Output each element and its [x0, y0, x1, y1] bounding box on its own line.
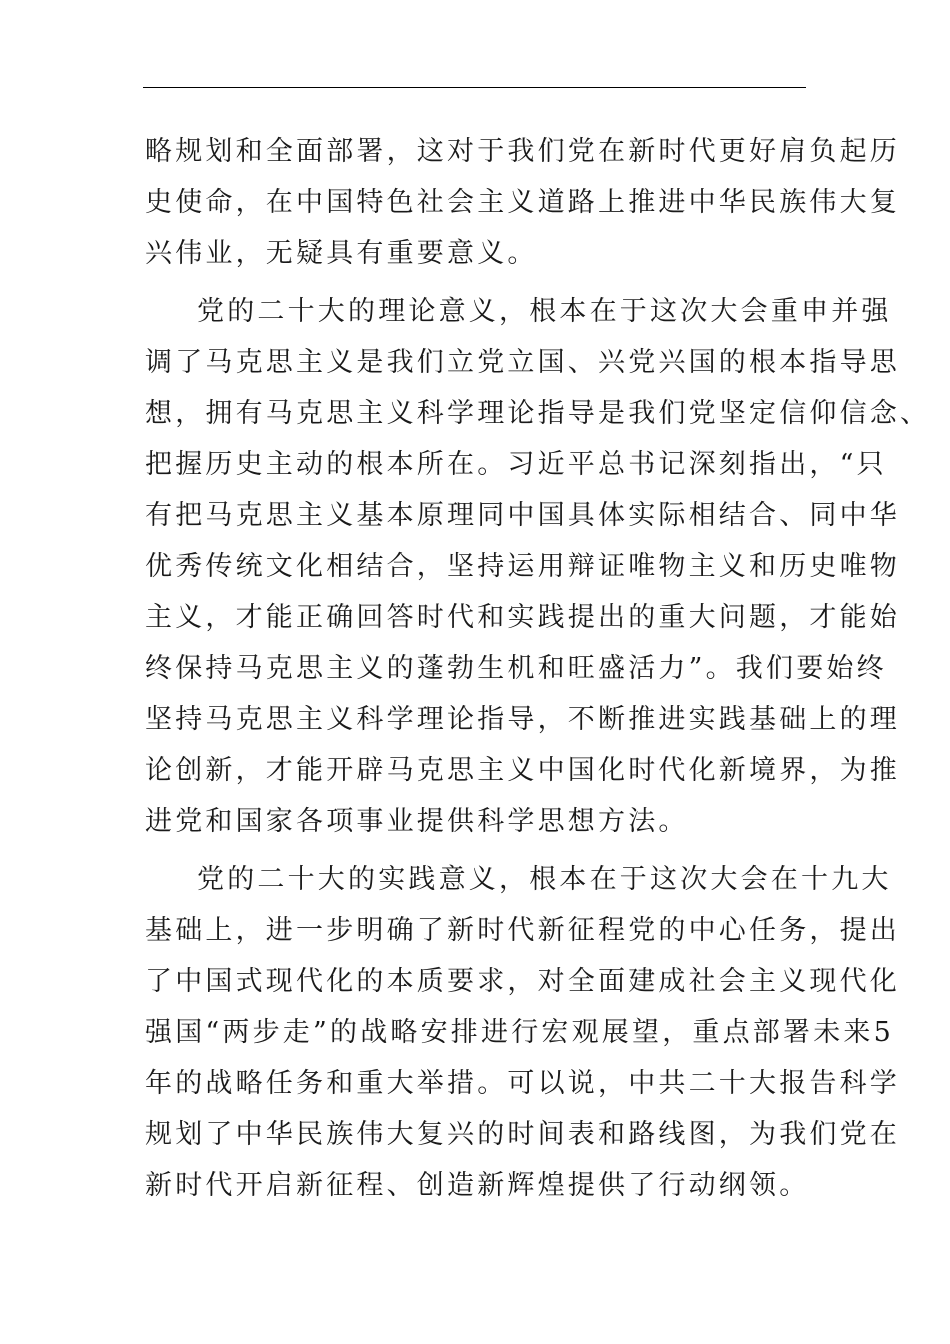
paragraph-3	[145, 854, 900, 1211]
paragraph-line: 终保持马克思主义的蓬勃生机和旺盛活力”。我们要始终	[145, 653, 887, 684]
paragraph-1	[145, 126, 900, 279]
paragraph-line: 论创新，才能开辟马克思主义中国化时代化新境界，为推	[145, 755, 900, 786]
paragraph-line: 把握历史主动的根本所在。习近平总书记深刻指出，“只	[145, 449, 887, 480]
paragraph-line: 史使命，在中国特色社会主义道路上推进中华民族伟大复	[145, 187, 900, 218]
paragraph-line: 规划了中华民族伟大复兴的时间表和路线图，为我们党在	[145, 1119, 900, 1150]
paragraph-line: 坚持马克思主义科学理论指导，不断推进实践基础上的理	[145, 704, 900, 735]
paragraph-line: 略规划和全面部署，这对于我们党在新时代更好肩负起历	[145, 136, 900, 167]
paragraph-line: 强国“两步走”的战略安排进行宏观展望，重点部署未来5	[145, 1017, 894, 1048]
paragraph-line: 基础上，进一步明确了新时代新征程党的中心任务，提出	[145, 915, 900, 946]
paragraph-line: 兴伟业，无疑具有重要意义。	[145, 238, 538, 269]
paragraph-line: 有把马克思主义基本原理同中国具体实际相结合、同中华	[145, 500, 900, 531]
paragraph-line: 党的二十大的实践意义，根本在于这次大会在十九大	[197, 864, 892, 895]
body-text	[145, 126, 931, 1211]
header-rule	[143, 87, 806, 88]
paragraph-line: 了中国式现代化的本质要求，对全面建成社会主义现代化	[145, 966, 900, 997]
paragraph-line: 优秀传统文化相结合，坚持运用辩证唯物主义和历史唯物	[145, 551, 900, 582]
paragraph-line: 进党和国家各项事业提供科学思想方法。	[145, 806, 689, 837]
paragraph-2	[145, 286, 931, 847]
paragraph-line: 年的战略任务和重大举措。可以说，中共二十大报告科学	[145, 1068, 900, 1099]
paragraph-line: 主义，才能正确回答时代和实践提出的重大问题，才能始	[145, 602, 900, 633]
paragraph-line: 新时代开启新征程、创造新辉煌提供了行动纲领。	[145, 1170, 810, 1201]
paragraph-line: 调了马克思主义是我们立党立国、兴党兴国的根本指导思	[145, 347, 900, 378]
paragraph-line: 党的二十大的理论意义，根本在于这次大会重申并强	[197, 296, 892, 327]
paragraph-line: 想，拥有马克思主义科学理论指导是我们党坚定信仰信念、	[145, 398, 931, 429]
